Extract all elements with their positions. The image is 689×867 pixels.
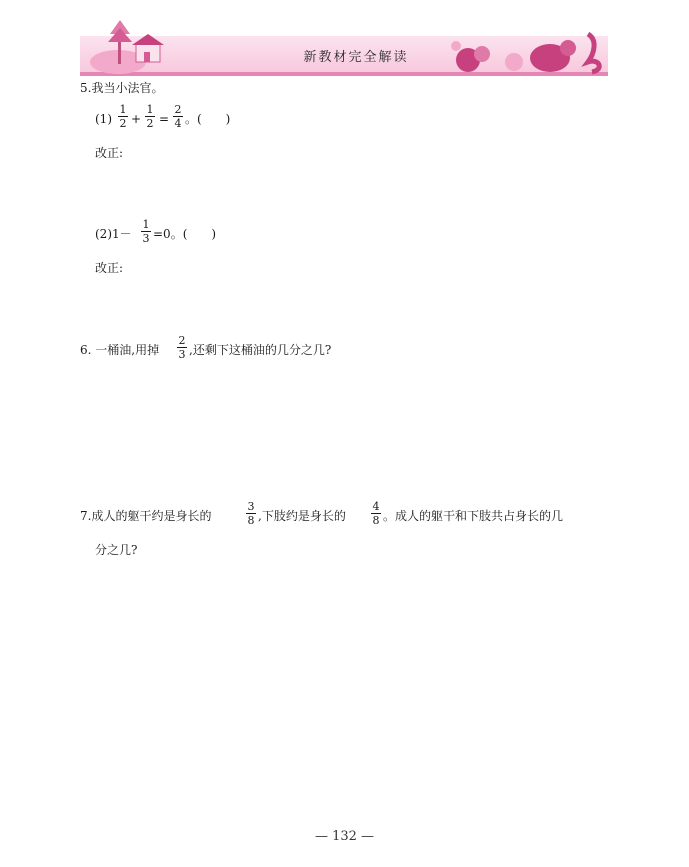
q7-text-c: 。成人的躯干和下肢共占身长的几: [383, 509, 564, 523]
fraction-2-3: [177, 335, 187, 360]
header-title: 新教材完全解读: [303, 50, 409, 65]
page-number: — 132 —: [314, 829, 375, 844]
fraction-numerator: 1: [142, 218, 150, 231]
flower-blob-illustration: [442, 26, 606, 76]
q5-fix1-label: 改正:: [95, 146, 124, 160]
fraction-1-2-a: [118, 104, 128, 129]
equals-sign: =: [159, 112, 170, 126]
q7-text-a: 7.成人的躯干约是身长的: [80, 509, 212, 523]
q5-item1-prefix: (1): [95, 112, 112, 126]
fraction-numerator: 2: [174, 103, 182, 116]
q6-text-a: 6. 一桶油,用掉: [80, 343, 160, 357]
plus-sign: +: [131, 112, 142, 126]
fraction-numerator: 3: [247, 500, 255, 513]
fraction-denominator: 2: [119, 117, 127, 130]
q7-line2: 分之几?: [95, 543, 138, 557]
fraction-numerator: 1: [119, 103, 127, 116]
fraction-denominator: 8: [372, 514, 380, 527]
q5-item1-judge-blank: 。( ): [185, 112, 231, 126]
q7-text-b: ,下肢约是身长的: [258, 509, 346, 523]
fraction-denominator: 4: [174, 117, 182, 130]
fraction-numerator: 1: [146, 103, 154, 116]
fraction-4-8: [371, 501, 381, 526]
q5-heading: 5.我当小法官。: [80, 81, 164, 95]
house-tree-illustration: [88, 14, 178, 74]
q5-item2-prefix: (2)1－: [95, 227, 132, 241]
q6-text-b: ,还剩下这桶油的几分之几?: [189, 343, 332, 357]
q5-item2-suffix: =0。( ): [153, 227, 217, 241]
fraction-numerator: 2: [178, 334, 186, 347]
fraction-denominator: 2: [146, 117, 154, 130]
fraction-numerator: 4: [372, 500, 380, 513]
fraction-denominator: 3: [142, 232, 150, 245]
q5-fix2-label: 改正:: [95, 261, 124, 275]
fraction-2-4: [173, 104, 183, 129]
fraction-1-3: [141, 219, 151, 244]
fraction-3-8: [246, 501, 256, 526]
fraction-1-2-b: [145, 104, 155, 129]
fraction-denominator: 8: [247, 514, 255, 527]
page-header: [80, 12, 608, 76]
fraction-denominator: 3: [178, 348, 186, 361]
